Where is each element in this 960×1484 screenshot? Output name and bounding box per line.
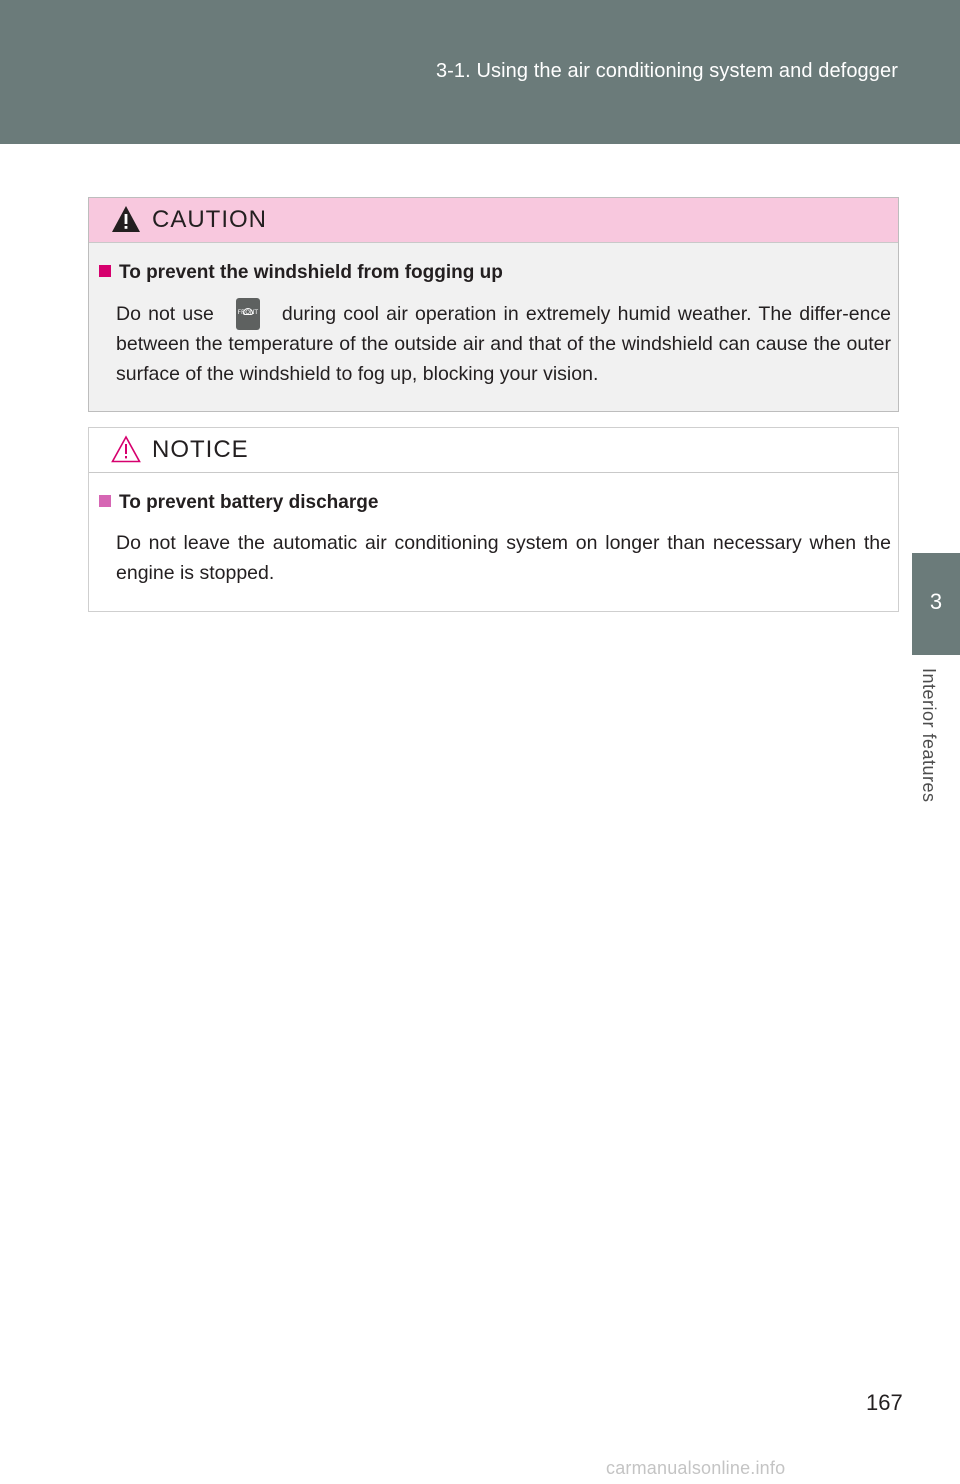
watermark: carmanualsonline.info [606, 1458, 786, 1478]
caution-item-title-text: To prevent the windshield from fogging up [119, 262, 503, 283]
caution-heading: CAUTION [152, 206, 267, 233]
bullet-square [99, 495, 111, 507]
notice-heading: NOTICE [152, 436, 249, 463]
chapter-label: Interior features [919, 668, 939, 803]
notice-item-title-text: To prevent battery discharge [119, 492, 379, 513]
notice-paragraph: Do not leave the automatic air conditioning system on longer than necessary when the engine is stopped. [116, 532, 891, 584]
caution-header [89, 198, 898, 243]
caution-text-after-icon: during cool air operation in extremely humid weather. The differ-ence between the temperature of the outside air and that of the windshield can cause the outer surface of the windshield to fog up, blocking your vision. [116, 303, 891, 385]
chapter-tab [912, 553, 960, 655]
caution-text-before-icon: Do not use [116, 303, 214, 325]
warning-triangle-outline-icon [111, 435, 141, 463]
caution-box [88, 197, 899, 412]
caution-paragraph [116, 298, 891, 389]
notice-item-title [99, 492, 378, 514]
notice-box [88, 427, 899, 612]
section-title: 3-1. Using the air conditioning system and defogger [435, 60, 898, 82]
front-button-label: FRONT [237, 308, 259, 316]
front-defogger-button-icon [236, 298, 260, 330]
notice-header [89, 428, 898, 473]
warning-triangle-filled-icon [111, 205, 141, 233]
chapter-number: 3 [929, 589, 943, 614]
bullet-square [99, 265, 111, 277]
page-number: 167 [866, 1390, 903, 1415]
caution-item-title [99, 262, 503, 284]
header-bar [0, 0, 960, 144]
